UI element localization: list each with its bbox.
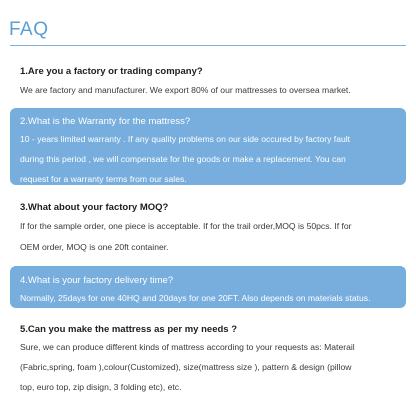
faq-answer-line: We are factory and manufacturer. We export 80% of our mattresses to oversea market. <box>20 85 351 95</box>
title-divider <box>10 45 406 46</box>
faq-answer-line: Sure, we can produce different kinds of mattress according to your requests as: Materail <box>20 342 355 352</box>
faq-answer-line: top, euro top, zip disign, 3 folding etc), etc. <box>20 382 182 392</box>
faq-question: 1.Are you a factory or trading company? <box>20 66 203 77</box>
faq-item-custom-mattress <box>10 324 406 404</box>
faq-answer-line: If for the sample order, one piece is acceptable. If for the trail order,MOQ is 50pcs. If for <box>20 221 352 231</box>
faq-item-delivery-time <box>10 266 406 308</box>
faq-answer-line: 10 - years limited warranty . If any quality problems on our side occured by factory fault <box>20 134 351 144</box>
faq-answer-line: request for a warranty terms from our sales. <box>20 174 187 184</box>
faq-question: 3.What about your factory MOQ? <box>20 202 169 213</box>
faq-answer-line: (Fabric,spring, foam ),colour(Customized), size(mattress size ), pattern & design (pillow <box>20 362 352 372</box>
page-title: FAQ <box>9 19 49 40</box>
faq-question: 5.Can you make the mattress as per my needs ? <box>20 324 238 335</box>
faq-item-moq <box>10 202 406 272</box>
faq-answer-line: during this period , we will compensate for the goods or make a replacement. You can <box>20 154 346 164</box>
faq-item-warranty <box>10 108 406 185</box>
faq-item-factory-or-trading <box>10 66 406 96</box>
faq-answer-line: Normally, 25days for one 40HQ and 20days for one 20FT. Also depends on materials status. <box>20 293 371 303</box>
faq-question: 2.What is the Warranty for the mattress? <box>20 116 191 127</box>
faq-question: 4.What is your factory delivery time? <box>20 275 174 286</box>
faq-answer-line: OEM order, MOQ is one 20ft container. <box>20 242 169 252</box>
